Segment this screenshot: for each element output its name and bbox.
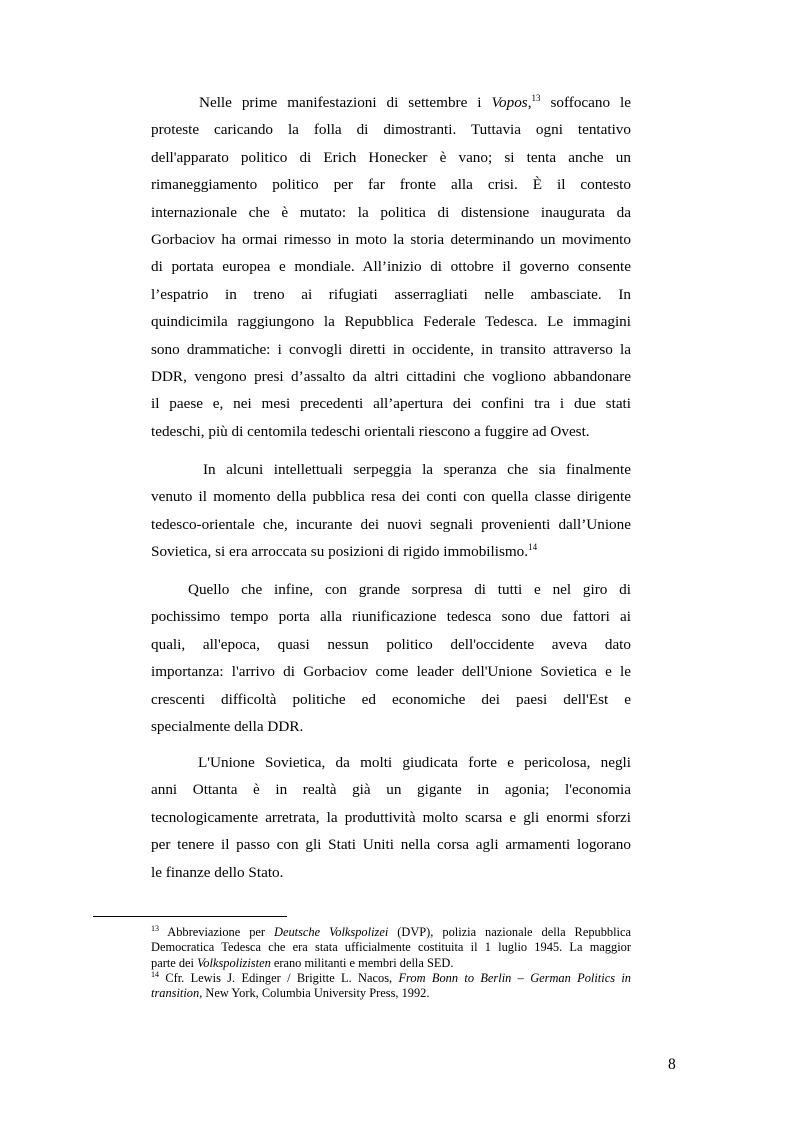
footnote-13 — [151, 925, 631, 971]
text-segment: L'Unione Sovietica, da molti giudicata forte e pericolosa, negli — [198, 754, 631, 771]
italic-text: Volkspolizisten — [197, 955, 271, 970]
text-line — [151, 749, 631, 776]
text-segment: l’espatrio in treno ai rifugiati asserragliati nelle ambasciate. In — [151, 285, 631, 303]
text-line — [151, 859, 631, 886]
text-line — [151, 253, 631, 280]
text-segment: Gorbaciov ha ormai rimesso in moto la storia determinando un movimento — [151, 230, 631, 248]
footnote-marker: 13 — [151, 924, 159, 933]
italic-text: Vopos — [491, 94, 528, 111]
text-line — [151, 538, 631, 565]
text-line — [151, 308, 631, 335]
italic-text: transition, — [151, 986, 203, 1001]
text-line — [151, 925, 631, 940]
text-segment: pochissimo tempo porta alla riunificazione tedesca sono due fattori ai — [151, 608, 631, 626]
text-segment: venuto il momento della pubblica resa dei conti con quella classe dirigente — [151, 488, 631, 506]
text-line — [151, 144, 631, 171]
text-segment: specialmente della DDR. — [151, 717, 304, 735]
text-segment: parte dei — [151, 955, 198, 970]
text-line — [151, 199, 631, 226]
text-line — [151, 89, 631, 116]
page-number: 8 — [668, 1056, 676, 1073]
text-segment: Cfr. Lewis J. Edinger / Brigitte L. Nacos, — [159, 971, 399, 985]
text-line — [151, 418, 631, 445]
text-segment: tedeschi, più di centomila tedeschi orientali riescono a fuggire ad Ovest. — [151, 422, 590, 440]
text-line — [151, 363, 631, 390]
text-line — [151, 603, 631, 630]
text-line — [151, 171, 631, 198]
text-segment: Democratica Tedesca che era stata ufficialmente costituita il 1 luglio 1945. La maggior — [151, 940, 631, 955]
text-line — [151, 390, 631, 417]
paragraph-4-text — [151, 749, 631, 886]
text-segment: Quello che infine, con grande sorpresa di tutti e nel giro di — [188, 581, 631, 598]
text-segment: New York, Columbia University Press, 1992. — [202, 986, 430, 1001]
text-segment: dell'apparato politico di Erich Honecker è vano; si tenta anche un — [151, 148, 631, 166]
text-segment: tecnologicamente arretrata, la produttività molto scarsa e gli enormi sforzi — [151, 808, 631, 826]
text-segment: soffocano le — [540, 94, 631, 111]
text-line — [151, 804, 631, 831]
text-segment: rimaneggiamento politico per far fronte alla crisi. È il contesto — [151, 176, 631, 194]
text-segment: le finanze dello Stato. — [151, 863, 284, 881]
text-line — [151, 456, 631, 483]
text-segment: In alcuni intellettuali serpeggia la speranza che sia finalmente — [203, 461, 631, 478]
text-line — [151, 940, 631, 955]
text-segment: proteste caricando la folla di dimostranti. Tuttavia ogni tentativo — [151, 121, 631, 139]
text-segment: tedesco-orientale che, incurante dei nuovi segnali provenienti dall’Unione — [151, 515, 631, 533]
text-segment: per tenere il passo con gli Stati Uniti nella corsa agli armamenti logorano — [151, 836, 631, 854]
paragraph-3-text — [151, 576, 631, 740]
text-line — [151, 956, 631, 971]
text-segment: crescenti difficoltà politiche ed economiche dei paesi dell'Est e — [151, 690, 631, 708]
text-line — [151, 971, 631, 986]
text-segment: importanza: l'arrivo di Gorbaciov come leader dell'Unione Sovietica e le — [151, 663, 631, 681]
paragraph-1-text — [151, 89, 631, 445]
text-line — [151, 831, 631, 858]
text-line — [151, 576, 631, 603]
text-segment: Abbreviazione per — [159, 925, 274, 939]
text-segment: anni Ottanta è in realtà già un gigante in agonia; l'economia — [151, 781, 631, 799]
text-segment: di portata europea e mondiale. All’inizio di ottobre il governo consente — [151, 258, 631, 276]
text-segment: erano militanti e membri della SED. — [270, 955, 454, 970]
footnote-separator — [93, 916, 287, 917]
text-line — [151, 631, 631, 658]
italic-text: Deutsche Volkspolizei — [274, 925, 389, 939]
text-line — [151, 658, 631, 685]
paragraph-3 — [151, 576, 631, 740]
paragraph-2 — [151, 456, 631, 566]
text-line — [151, 483, 631, 510]
italic-text: From Bonn to Berlin – German Politics in — [398, 971, 631, 985]
paragraph-4 — [151, 749, 631, 886]
text-line — [151, 226, 631, 253]
text-line — [151, 986, 631, 1001]
footnote-14 — [151, 971, 631, 1002]
footnote-marker: 13 — [531, 93, 541, 103]
footnote-marker: 14 — [151, 970, 159, 979]
text-line — [151, 511, 631, 538]
text-segment: Sovietica, si era arroccata su posizioni di rigido immobilismo. — [151, 543, 529, 561]
text-segment: il paese e, nei mesi precedenti all’apertura dei confini tra i due stati — [151, 395, 631, 413]
footnote-marker: 14 — [528, 542, 538, 553]
paragraph-1 — [151, 89, 631, 445]
text-segment: (DVP), polizia nazionale della Repubblica — [388, 925, 631, 939]
text-line — [151, 686, 631, 713]
text-segment: DDR, vengono presi d’assalto da altri cittadini che vogliono abbandonare — [151, 367, 631, 385]
text-line — [151, 713, 631, 740]
text-line — [151, 116, 631, 143]
text-line — [151, 281, 631, 308]
text-line — [151, 336, 631, 363]
text-segment: Nelle prime manifestazioni di settembre i — [199, 94, 492, 111]
text-segment: internazionale che è mutato: la politica di distensione inaugurata da — [151, 203, 631, 221]
text-segment: sono drammatiche: i convogli diretti in occidente, in transito attraverso la — [151, 340, 631, 358]
text-line — [151, 776, 631, 803]
paragraph-2-text — [151, 456, 631, 566]
text-segment: quindicimila raggiungono la Repubblica Federale Tedesca. Le immagini — [151, 313, 631, 331]
text-segment: quali, all'epoca, quasi nessun politico dell'occidente aveva dato — [151, 635, 631, 653]
text-segment: , — [527, 94, 532, 111]
